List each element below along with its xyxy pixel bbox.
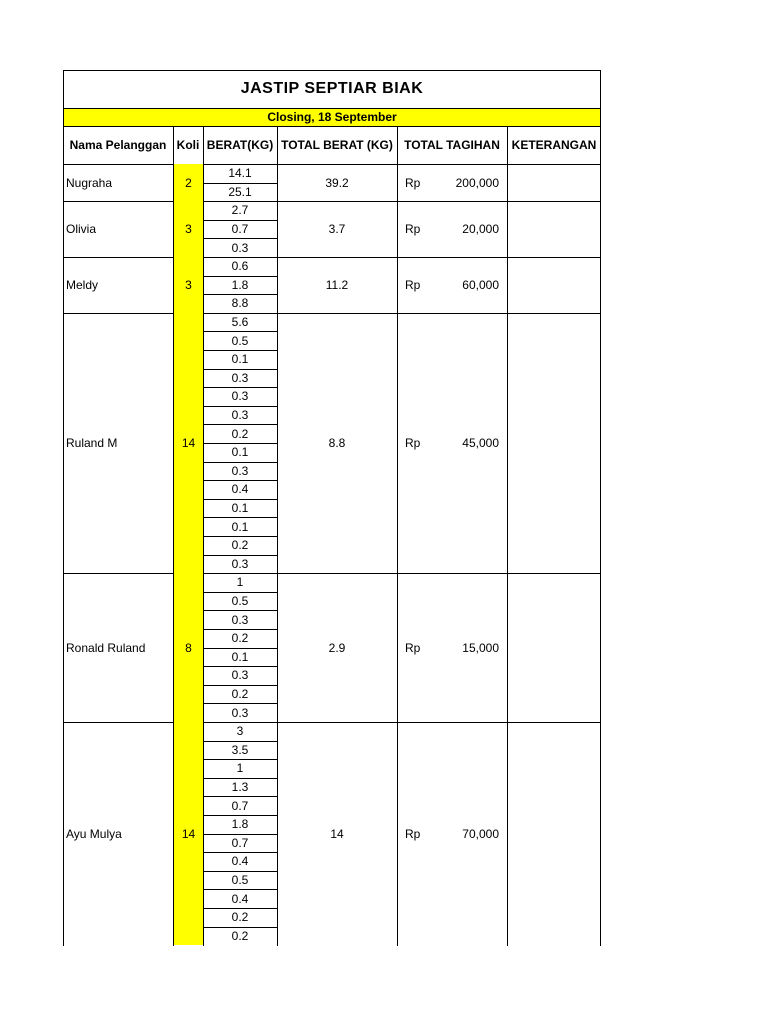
weight-value: 0.2 bbox=[231, 910, 249, 925]
currency-label: Rp bbox=[405, 277, 421, 292]
column-header: BERAT(KG) bbox=[206, 138, 274, 152]
weight-value: 0.3 bbox=[231, 612, 249, 627]
weight-value: 0.5 bbox=[231, 873, 249, 888]
weight-divider bbox=[203, 555, 277, 556]
weight-value: 0.5 bbox=[231, 594, 249, 609]
total-weight: 14 bbox=[330, 826, 344, 841]
weight-value: 1.8 bbox=[231, 277, 249, 292]
weight-value: 0.3 bbox=[231, 556, 249, 571]
weight-value: 1 bbox=[236, 761, 244, 776]
weight-value: 1.8 bbox=[231, 817, 249, 832]
weight-divider bbox=[203, 424, 277, 425]
weight-value: 3 bbox=[236, 724, 244, 739]
koli-count: 3 bbox=[174, 257, 203, 313]
weight-divider bbox=[203, 369, 277, 370]
bill-amount: 60,000 bbox=[462, 277, 499, 292]
weight-value: 0.7 bbox=[231, 222, 249, 237]
weight-divider bbox=[203, 499, 277, 500]
currency-label: Rp bbox=[405, 826, 421, 841]
weight-divider bbox=[203, 536, 277, 537]
note bbox=[507, 313, 601, 573]
weight-value: 0.1 bbox=[231, 501, 249, 516]
total-weight: 8.8 bbox=[328, 435, 346, 450]
note bbox=[507, 164, 601, 201]
weight-divider bbox=[203, 889, 277, 890]
weight-value: 1 bbox=[236, 575, 244, 590]
weight-value: 0.7 bbox=[231, 835, 249, 850]
weight-value: 25.1 bbox=[228, 184, 252, 199]
weight-divider bbox=[203, 517, 277, 518]
weight-divider bbox=[203, 331, 277, 332]
column-header: TOTAL BERAT (KG) bbox=[281, 138, 393, 152]
weight-divider bbox=[203, 443, 277, 444]
weight-divider bbox=[203, 703, 277, 704]
total-weight: 3.7 bbox=[328, 222, 346, 237]
customer-name: Ayu Mulya bbox=[66, 826, 122, 841]
currency-label: Rp bbox=[405, 175, 421, 190]
weight-value: 8.8 bbox=[231, 296, 249, 311]
total-weight: 2.9 bbox=[328, 640, 346, 655]
weight-value: 0.4 bbox=[231, 891, 249, 906]
weight-value: 0.7 bbox=[231, 798, 249, 813]
weight-divider bbox=[203, 834, 277, 835]
weight-divider bbox=[203, 871, 277, 872]
currency-label: Rp bbox=[405, 436, 421, 450]
customer-name: Ronald Ruland bbox=[66, 640, 146, 655]
weight-divider bbox=[203, 220, 277, 221]
column-header: KETERANGAN bbox=[511, 138, 597, 152]
note bbox=[507, 722, 601, 945]
bill-amount: 20,000 bbox=[462, 222, 499, 237]
weight-divider bbox=[203, 387, 277, 388]
bill-amount: 200,000 bbox=[455, 175, 499, 190]
currency-label: Rp bbox=[405, 640, 421, 655]
koli-count: 14 bbox=[174, 313, 203, 573]
weight-value: 0.3 bbox=[231, 668, 249, 683]
weight-value: 0.2 bbox=[231, 426, 249, 441]
customer-name: Ruland M bbox=[66, 435, 118, 450]
sheet-title: JASTIP SEPTIAR BIAK bbox=[240, 80, 424, 97]
note bbox=[507, 257, 601, 313]
weight-value: 0.5 bbox=[231, 333, 249, 348]
weight-divider bbox=[203, 480, 277, 481]
weight-divider bbox=[203, 462, 277, 463]
weight-divider bbox=[203, 183, 277, 184]
weight-divider bbox=[203, 908, 277, 909]
weight-divider bbox=[203, 276, 277, 277]
weight-divider bbox=[203, 685, 277, 686]
weight-value: 0.2 bbox=[231, 928, 249, 943]
note bbox=[507, 201, 601, 257]
weight-value: 0.3 bbox=[231, 240, 249, 255]
grid-line bbox=[63, 126, 601, 127]
weight-value: 0.3 bbox=[231, 370, 249, 385]
spreadsheet bbox=[63, 70, 601, 946]
weight-divider bbox=[203, 778, 277, 779]
weight-divider bbox=[203, 610, 277, 611]
bill-amount: 70,000 bbox=[462, 826, 499, 841]
weight-divider bbox=[203, 741, 277, 742]
weight-value: 0.6 bbox=[231, 259, 249, 274]
column-header: Nama Pelanggan bbox=[69, 138, 167, 152]
weight-value: 0.4 bbox=[231, 854, 249, 869]
weight-value: 0.3 bbox=[231, 389, 249, 404]
weight-divider bbox=[203, 294, 277, 295]
column-divider bbox=[397, 126, 398, 946]
currency-label: Rp bbox=[405, 222, 421, 237]
koli-count: 8 bbox=[174, 573, 203, 722]
total-weight: 39.2 bbox=[325, 175, 349, 190]
koli-count: 14 bbox=[174, 722, 203, 945]
weight-value: 0.3 bbox=[231, 705, 249, 720]
note bbox=[507, 573, 601, 722]
weight-value: 3.5 bbox=[231, 742, 249, 757]
weight-value: 0.1 bbox=[231, 649, 249, 664]
weight-value: 0.2 bbox=[231, 631, 249, 646]
weight-value: 0.1 bbox=[231, 352, 249, 367]
customer-name: Nugraha bbox=[66, 175, 113, 190]
weight-value: 0.1 bbox=[231, 519, 249, 534]
border-top bbox=[63, 70, 601, 71]
weight-value: 0.1 bbox=[231, 445, 249, 460]
weight-value: 5.6 bbox=[231, 315, 249, 330]
bill-amount: 15,000 bbox=[462, 640, 499, 655]
koli-count: 2 bbox=[174, 164, 203, 201]
weight-divider bbox=[203, 629, 277, 630]
weight-value: 0.4 bbox=[231, 482, 249, 497]
bill-amount: 45,000 bbox=[462, 436, 499, 450]
weight-value: 14.1 bbox=[228, 166, 252, 181]
weight-divider bbox=[203, 852, 277, 853]
weight-value: 0.3 bbox=[231, 408, 249, 423]
weight-divider bbox=[203, 666, 277, 667]
weight-divider bbox=[203, 815, 277, 816]
customer-name: Olivia bbox=[66, 222, 97, 237]
customer-name: Meldy bbox=[66, 277, 99, 292]
total-weight: 11.2 bbox=[325, 277, 349, 292]
weight-value: 0.2 bbox=[231, 687, 249, 702]
weight-divider bbox=[203, 406, 277, 407]
weight-value: 1.3 bbox=[231, 780, 249, 795]
weight-value: 0.2 bbox=[231, 538, 249, 553]
koli-count: 3 bbox=[174, 201, 203, 257]
column-header: Koli bbox=[176, 138, 200, 152]
weight-divider bbox=[203, 350, 277, 351]
column-header: TOTAL TAGIHAN bbox=[404, 138, 500, 152]
weight-divider bbox=[203, 648, 277, 649]
weight-value: 0.3 bbox=[231, 463, 249, 478]
closing-date: Closing, 18 September bbox=[63, 108, 601, 126]
weight-divider bbox=[203, 796, 277, 797]
grid-line bbox=[63, 108, 601, 109]
weight-divider bbox=[203, 592, 277, 593]
weight-value: 2.7 bbox=[231, 203, 249, 218]
weight-divider bbox=[203, 238, 277, 239]
weight-divider bbox=[203, 759, 277, 760]
weight-divider bbox=[203, 927, 277, 928]
